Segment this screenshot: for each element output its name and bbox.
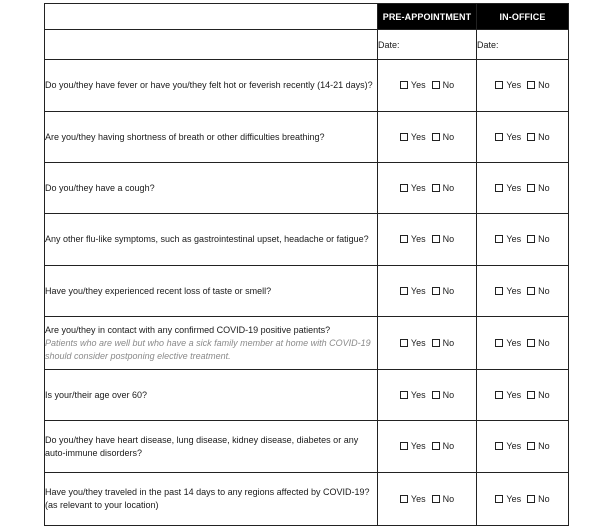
date-label: Date:	[477, 39, 499, 50]
yes-label: Yes	[410, 337, 426, 348]
in-office-yes-checkbox[interactable]	[495, 339, 503, 347]
in-office-no-checkbox[interactable]	[527, 287, 535, 295]
yes-label: Yes	[506, 389, 522, 400]
pre-appointment-yes-checkbox[interactable]	[400, 133, 408, 141]
question-text: Do you/they have heart disease, lung disease, kidney disease, diabetes or any auto-immune disorders?	[45, 434, 359, 458]
pre-appointment-yes-option[interactable]	[400, 494, 426, 504]
pre-appointment-yes-checkbox[interactable]	[400, 184, 408, 192]
pre-appointment-no-checkbox[interactable]	[432, 495, 440, 503]
date-row	[45, 30, 569, 60]
in-office-no-option[interactable]	[527, 132, 550, 142]
in-office-yes-option[interactable]	[495, 494, 521, 504]
in-office-no-checkbox[interactable]	[527, 495, 535, 503]
in-office-date-field[interactable]	[477, 30, 569, 60]
no-label: No	[442, 80, 455, 90]
in-office-yes-option[interactable]	[495, 132, 521, 142]
question-text: Do you/they have a cough?	[45, 182, 155, 193]
in-office-yes-checkbox[interactable]	[495, 81, 503, 89]
pre-appointment-no-option[interactable]	[432, 80, 455, 90]
in-office-yes-option[interactable]	[495, 441, 521, 451]
screening-questionnaire-table	[44, 3, 569, 526]
no-label: No	[442, 389, 455, 400]
question-row	[45, 266, 569, 317]
pre-appointment-yes-checkbox[interactable]	[400, 495, 408, 503]
in-office-yes-checkbox[interactable]	[495, 442, 503, 450]
pre-appointment-no-option[interactable]	[432, 286, 455, 296]
question-text: Have you/they traveled in the past 14 days to any regions affected by COVID-19? (as relevant to your location)	[45, 487, 370, 510]
in-office-yes-checkbox[interactable]	[495, 133, 503, 141]
pre-appointment-no-checkbox[interactable]	[432, 133, 440, 141]
in-office-no-checkbox[interactable]	[527, 442, 535, 450]
yes-label: Yes	[506, 337, 522, 348]
in-office-no-checkbox[interactable]	[527, 133, 535, 141]
in-office-no-option[interactable]	[527, 234, 550, 244]
pre-appointment-yes-option[interactable]	[400, 80, 426, 90]
no-label: No	[538, 234, 550, 244]
yes-label: Yes	[410, 182, 426, 193]
pre-appointment-answer	[378, 60, 477, 112]
in-office-yes-option[interactable]	[495, 390, 521, 400]
no-label: No	[538, 131, 550, 142]
question-cell	[45, 370, 378, 421]
pre-appointment-yes-option[interactable]	[400, 338, 426, 348]
yes-label: Yes	[506, 493, 522, 504]
yes-label: Yes	[410, 131, 426, 142]
in-office-answer	[477, 266, 569, 317]
yes-label: Yes	[506, 234, 522, 244]
in-office-no-option[interactable]	[527, 494, 550, 504]
question-row	[45, 370, 569, 421]
question-cell	[45, 266, 378, 317]
in-office-yes-checkbox[interactable]	[495, 235, 503, 243]
in-office-no-option[interactable]	[527, 183, 550, 193]
in-office-answer	[477, 112, 569, 163]
no-label: No	[442, 234, 455, 244]
yes-label: Yes	[410, 493, 426, 504]
no-label: No	[538, 337, 550, 348]
in-office-answer	[477, 473, 569, 526]
pre-appointment-no-option[interactable]	[432, 441, 455, 451]
in-office-answer	[477, 370, 569, 421]
no-label: No	[442, 337, 455, 348]
question-row	[45, 112, 569, 163]
in-office-yes-option[interactable]	[495, 234, 521, 244]
in-office-answer	[477, 317, 569, 370]
pre-appointment-no-checkbox[interactable]	[432, 287, 440, 295]
yes-label: Yes	[506, 182, 522, 193]
yes-label: Yes	[410, 389, 426, 400]
pre-appointment-answer	[378, 317, 477, 370]
in-office-yes-checkbox[interactable]	[495, 184, 503, 192]
yes-label: Yes	[506, 131, 522, 142]
header-row	[45, 4, 569, 30]
in-office-answer	[477, 421, 569, 473]
pre-appointment-yes-checkbox[interactable]	[400, 391, 408, 399]
in-office-no-option[interactable]	[527, 390, 550, 400]
no-label: No	[442, 285, 455, 296]
question-cell	[45, 473, 378, 526]
in-office-yes-checkbox[interactable]	[495, 495, 503, 503]
in-office-yes-checkbox[interactable]	[495, 287, 503, 295]
question-text: Do you/they have fever or have you/they felt hot or feverish recently (14-21 days)?	[45, 80, 373, 90]
pre-appointment-yes-option[interactable]	[400, 132, 426, 142]
question-cell	[45, 112, 378, 163]
pre-appointment-answer	[378, 163, 477, 214]
pre-appointment-no-option[interactable]	[432, 132, 455, 142]
no-label: No	[538, 389, 550, 400]
in-office-no-checkbox[interactable]	[527, 391, 535, 399]
header-pre-appointment: PRE-APPOINTMENT	[378, 4, 477, 30]
yes-label: Yes	[410, 285, 426, 296]
question-row	[45, 214, 569, 266]
yes-label: Yes	[506, 441, 522, 451]
in-office-answer	[477, 163, 569, 214]
pre-appointment-yes-checkbox[interactable]	[400, 235, 408, 243]
no-label: No	[442, 441, 455, 451]
no-label: No	[442, 182, 455, 193]
yes-label: Yes	[410, 441, 426, 451]
pre-appointment-answer	[378, 266, 477, 317]
pre-appointment-no-option[interactable]	[432, 390, 455, 400]
pre-appointment-no-option[interactable]	[432, 234, 455, 244]
in-office-answer	[477, 214, 569, 266]
pre-appointment-yes-option[interactable]	[400, 441, 426, 451]
in-office-yes-option[interactable]	[495, 183, 521, 193]
pre-appointment-no-checkbox[interactable]	[432, 184, 440, 192]
yes-label: Yes	[506, 285, 522, 296]
in-office-answer	[477, 60, 569, 112]
pre-appointment-answer	[378, 370, 477, 421]
question-text: Have you/they experienced recent loss of taste or smell?	[45, 285, 272, 296]
question-cell	[45, 214, 378, 266]
questions-body	[45, 60, 569, 526]
pre-appointment-no-option[interactable]	[432, 494, 455, 504]
question-text: Are you/they having shortness of breath or other difficulties breathing?	[45, 131, 325, 142]
pre-appointment-yes-checkbox[interactable]	[400, 81, 408, 89]
pre-appointment-answer	[378, 214, 477, 266]
pre-appointment-answer	[378, 112, 477, 163]
date-label: Date:	[378, 39, 400, 50]
question-cell	[45, 60, 378, 112]
in-office-yes-option[interactable]	[495, 80, 521, 90]
no-label: No	[538, 80, 550, 90]
question-row	[45, 421, 569, 473]
in-office-no-option[interactable]	[527, 80, 550, 90]
pre-appointment-yes-checkbox[interactable]	[400, 442, 408, 450]
pre-appointment-no-checkbox[interactable]	[432, 235, 440, 243]
question-text: Is your/their age over 60?	[45, 389, 148, 400]
question-row	[45, 317, 569, 370]
pre-appointment-answer	[378, 421, 477, 473]
question-note: Patients who are well but who have a sick family member at home with COVID-19 should consider postponing elective treatment.	[45, 337, 371, 361]
in-office-no-option[interactable]	[527, 338, 550, 348]
question-cell	[45, 317, 378, 370]
pre-appointment-answer	[378, 473, 477, 526]
header-in-office: IN-OFFICE	[477, 4, 569, 30]
in-office-no-checkbox[interactable]	[527, 339, 535, 347]
question-row	[45, 60, 569, 112]
date-row-blank-cell	[45, 30, 378, 60]
pre-appointment-yes-option[interactable]	[400, 390, 426, 400]
question-cell	[45, 163, 378, 214]
in-office-no-checkbox[interactable]	[527, 235, 535, 243]
pre-appointment-no-checkbox[interactable]	[432, 391, 440, 399]
question-text: Are you/they in contact with any confirmed COVID-19 positive patients?	[45, 324, 331, 335]
no-label: No	[538, 182, 550, 193]
yes-label: Yes	[410, 80, 426, 90]
in-office-no-option[interactable]	[527, 286, 550, 296]
in-office-yes-option[interactable]	[495, 338, 521, 348]
pre-appointment-no-option[interactable]	[432, 338, 455, 348]
no-label: No	[538, 493, 550, 504]
pre-appointment-yes-option[interactable]	[400, 183, 426, 193]
in-office-yes-checkbox[interactable]	[495, 391, 503, 399]
header-blank-cell	[45, 4, 378, 30]
in-office-no-checkbox[interactable]	[527, 184, 535, 192]
yes-label: Yes	[410, 234, 426, 244]
no-label: No	[538, 285, 550, 296]
no-label: No	[538, 441, 550, 451]
question-text: Any other flu-like symptoms, such as gastrointestinal upset, headache or fatigue?	[45, 234, 369, 244]
pre-appointment-no-checkbox[interactable]	[432, 81, 440, 89]
yes-label: Yes	[506, 80, 522, 90]
question-row	[45, 163, 569, 214]
question-row	[45, 473, 569, 526]
no-label: No	[442, 493, 455, 504]
pre-appointment-no-checkbox[interactable]	[432, 339, 440, 347]
question-cell	[45, 421, 378, 473]
pre-appointment-no-option[interactable]	[432, 183, 455, 193]
pre-appointment-no-checkbox[interactable]	[432, 442, 440, 450]
pre-appointment-yes-option[interactable]	[400, 234, 426, 244]
no-label: No	[442, 131, 455, 142]
pre-appointment-yes-checkbox[interactable]	[400, 287, 408, 295]
pre-appointment-yes-option[interactable]	[400, 286, 426, 296]
pre-appointment-yes-checkbox[interactable]	[400, 339, 408, 347]
pre-appointment-date-field[interactable]	[378, 30, 477, 60]
in-office-no-option[interactable]	[527, 441, 550, 451]
in-office-yes-option[interactable]	[495, 286, 521, 296]
in-office-no-checkbox[interactable]	[527, 81, 535, 89]
